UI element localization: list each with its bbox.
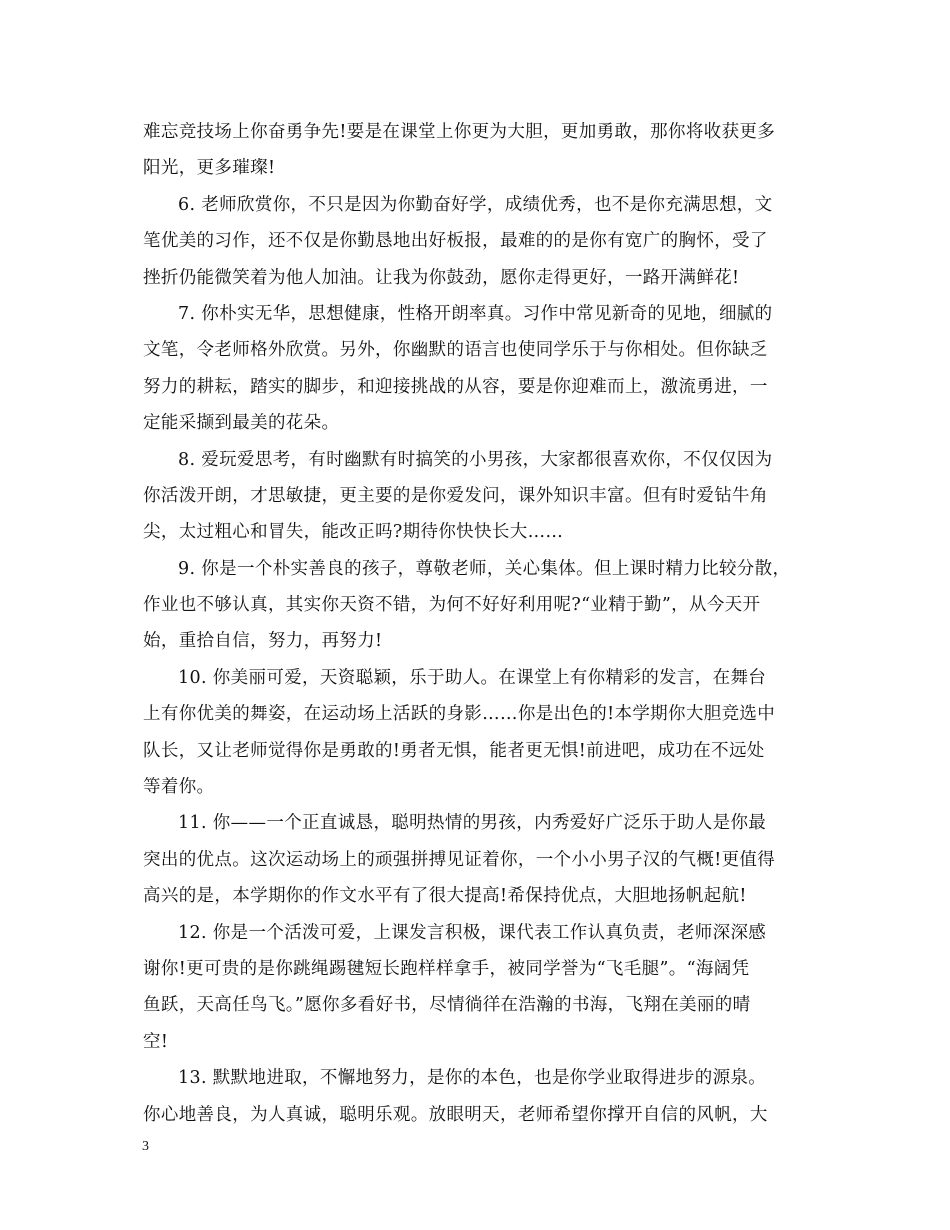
comment-9-first-line: 9. 你是一个朴实善良的孩子，尊敬老师，关心集体。但上课时精力比较分散， xyxy=(178,558,791,579)
comment-8-first-line: 8. 爱玩爱思考，有时幽默有时搞笑的小男孩，大家都很喜欢你，不仅仅因为 xyxy=(178,449,773,470)
text-line: 定能采撷到最美的花朵。 xyxy=(143,413,340,434)
text-line: 高兴的是，本学期你的作文水平有了很大提高!希保持优点，大胆地扬帆起航! xyxy=(143,886,747,907)
comment-7-first-line: 7. 你朴实无华，思想健康，性格开朗率真。习作中常见新奇的见地，细腻的 xyxy=(178,303,773,324)
page-number: 3 xyxy=(142,1139,149,1154)
text-line: 挫折仍能微笑着为他人加油。让我为你鼓劲，愿你走得更好，一路开满鲜花! xyxy=(143,267,740,288)
text-line: 笔优美的习作，还不仅是你勤恳地出好板报，最难的的是你有宽广的胸怀，受了 xyxy=(143,231,768,252)
text-line: 难忘竞技场上你奋勇争先!要是在课堂上你更为大胆，更加勇敢，那你将收获更多 xyxy=(143,122,776,142)
text-line: 文笔，令老师格外欣赏。另外，你幽默的语言也使同学乐于与你相处。但你缺乏 xyxy=(143,340,768,361)
comment-13-first-line: 13. 默默地进取，不懈地努力，是你的本色，也是你学业取得进步的源泉。 xyxy=(178,1068,767,1089)
text-line: 队长，又让老师觉得你是勇敢的!勇者无惧，能者更无惧!前进吧，成功在不远处 xyxy=(143,740,765,761)
text-line: 突出的优点。这次运动场上的顽强拼搏见证着你，一个小小男子汉的气概!更值得 xyxy=(143,849,776,870)
comment-12-first-line: 12. 你是一个活泼可爱，上课发言积极，课代表工作认真负责，老师深深感 xyxy=(178,922,767,943)
text-line: 你心地善良，为人真诚，聪明乐观。放眼明天，老师希望你撑开自信的风帆，大 xyxy=(143,1104,768,1125)
text-line: 始，重拾自信，努力，再努力! xyxy=(143,631,383,652)
text-line: 等着你。 xyxy=(143,777,215,798)
text-line: 鱼跃，天高任鸟飞。”愿你多看好书，尽情徜徉在浩瀚的书海，飞翔在美丽的晴 xyxy=(143,995,751,1016)
text-line: 作业也不够认真，其实你天资不错，为何不好好利用呢?“业精于勤”，从今天开 xyxy=(143,595,761,616)
comment-10-first-line: 10. 你美丽可爱，天资聪颖，乐于助人。在课堂上有你精彩的发言，在舞台 xyxy=(178,667,767,688)
text-line: 上有你优美的舞姿，在运动场上活跃的身影……你是出色的!本学期你大胆竞选中 xyxy=(143,704,776,725)
text-line: 谢你!更可贵的是你跳绳踢毽短长跑样样拿手，被同学誉为“飞毛腿”。“海阔凭 xyxy=(143,958,750,979)
text-line: 阳光，更多璀璨! xyxy=(143,158,276,179)
comment-11-first-line: 11. 你——一个正直诚恳，聪明热情的男孩，内秀爱好广泛乐于助人是你最 xyxy=(178,813,767,834)
text-line: 努力的耕耘，踏实的脚步，和迎接挑战的从容，要是你迎难而上，激流勇进，一 xyxy=(143,376,768,397)
comment-6-first-line: 6. 老师欣赏你，不只是因为你勤奋好学，成绩优秀，也不是你充满思想，文 xyxy=(178,194,773,215)
text-line: 你活泼开朗，才思敏捷，更主要的是你爱发问，课外知识丰富。但有时爱钻牛角 xyxy=(143,485,768,506)
text-line: 尖，太过粗心和冒失，能改正吗?期待你快快长大…… xyxy=(143,522,564,543)
body-text xyxy=(143,114,811,1133)
text-line: 空! xyxy=(143,1031,169,1052)
